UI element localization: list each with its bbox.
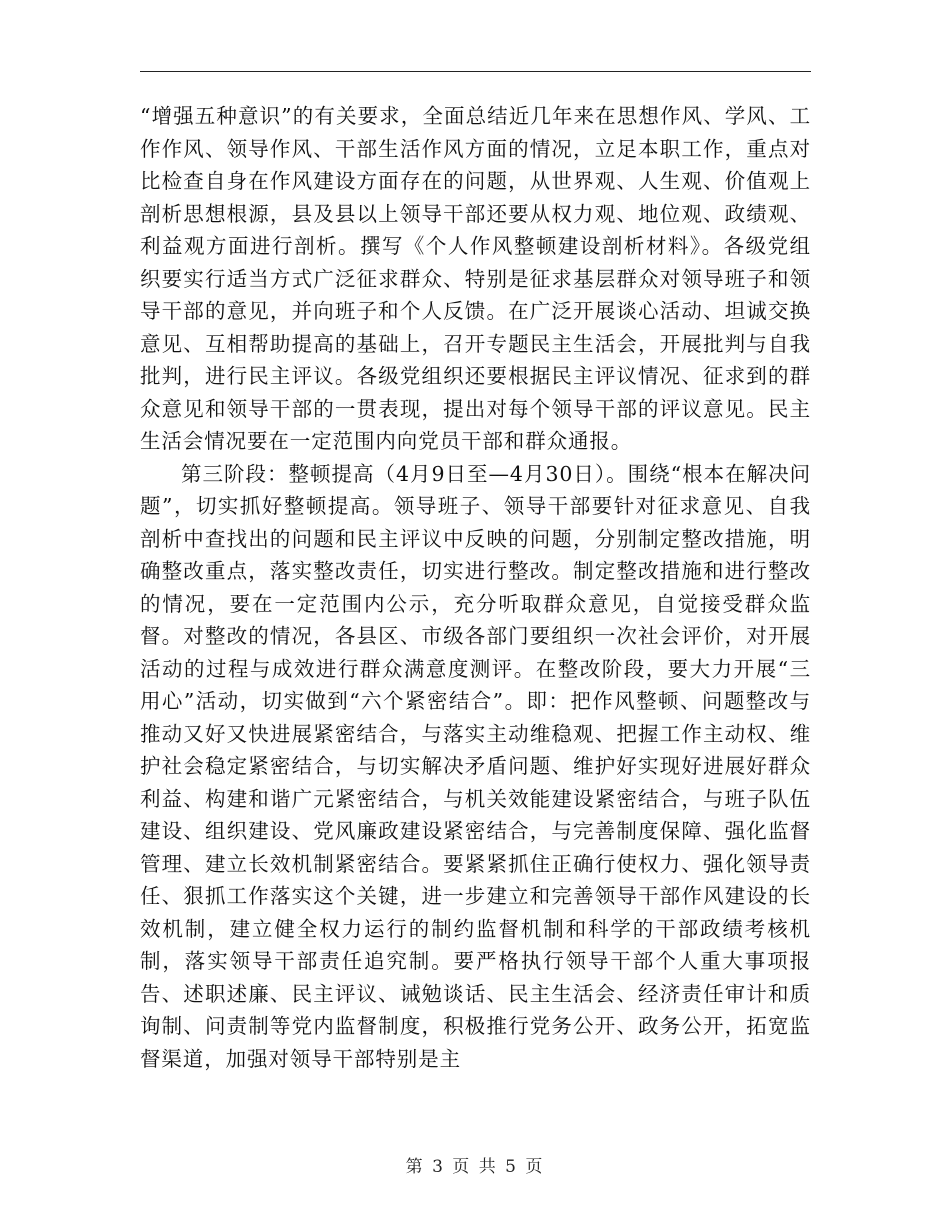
body-paragraph: 第三阶段：整顿提高（4月9日至—4月30日）。围绕“根本在解决问题”，切实抓好整顿提高。领导班子、领导干部要针对征求意见、自我剖析中查找出的问题和民主评议中反映的问题，分别制定整改措施，明确整改重点，落实整改责任，切实进行整改。制定整改措施和进行整改的情况，要在一定范围内公示，充分听取群众意见，自觉接受群众监督。对整改的情况，各县区、市级各部门要组织一次社会评价，对开展活动的过程与成效进行群众满意度测评。在整改阶段，要大力开展“三用心”活动，切实做到“六个紧密结合”。即：把作风整顿、问题整改与推动又好又快进展紧密结合，与落实主动维稳观、把握工作主动权、维护社会稳定紧密结合，与切实解决矛盾问题、维护好实现好进展好群众利益、构建和谐广元紧密结合，与机关效能建设紧密结合，与班子队伍建设、组织建设、党风廉政建设紧密结合，与完善制度保障、强化监督管理、建立长效机制紧密结合。要紧紧抓住正确行使权力、强化领导责任、狠抓工作落实这个关键，进一步建立和完善领导干部作风建设的长效机制，建立健全权力运行的制约监督机制和科学的干部政绩考核机制，落实领导干部责任追究制。要严格执行领导干部个人重大事项报告、述职述廉、民主评议、诫勉谈话、民主生活会、经济责任审计和质询制、问责制等党内监督制度，积极推行党务公开、政务公开，拓宽监督渠道，加强对领导干部特别是主 [140, 461, 811, 1071]
header-rule [140, 71, 811, 72]
page-footer: 第 3 页 共 5 页 [405, 1157, 545, 1177]
body-paragraph: “增强五种意识”的有关要求，全面总结近几年来在思想作风、学风、工作作风、领导作风、干部生活作风方面的情况，立足本职工作，重点对比检查自身在作风建设方面存在的问题，从世界观、人生观、价值观上剖析思想根源，县及县以上领导干部还要从权力观、地位观、政绩观、利益观方面进行剖析。撰写《个人作风整顿建设剖析材料》。各级党组织要实行适当方式广泛征求群众、特别是征求基层群众对领导班子和领导干部的意见，并向班子和个人反馈。在广泛开展谈心活动、坦诚交换意见、互相帮助提高的基础上，召开专题民主生活会，开展批判与自我批判，进行民主评议。各级党组织还要根据民主评议情况、征求到的群众意见和领导干部的一贯表现，提出对每个领导干部的评议意见。民主生活会情况要在一定范围内向党员干部和群众通报。 [140, 104, 811, 453]
document-body [140, 100, 811, 1075]
